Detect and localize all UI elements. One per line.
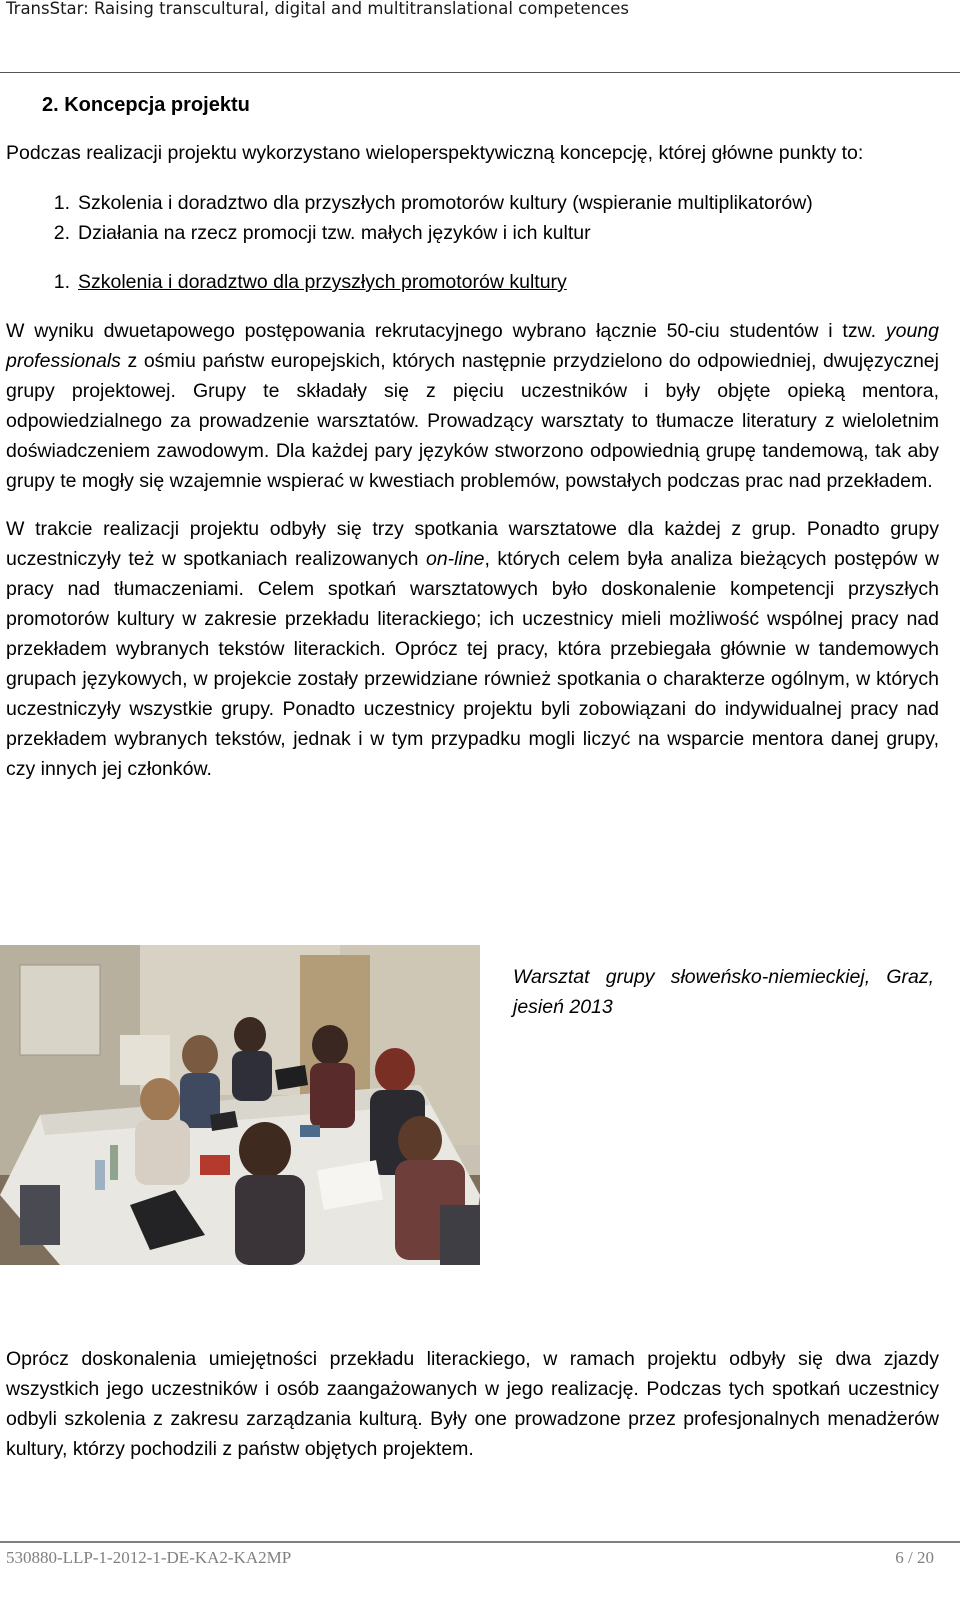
emphasis-text: young professionals	[6, 320, 939, 372]
paragraph-text: W trakcie realizacji projektu odbyły się trzy spotkania warsztatowe dla każdej z grup. Ponadto grupy uczestniczyły też w spotkaniach realizowanych	[6, 518, 939, 570]
list-item	[6, 188, 939, 218]
list-item-text: Działania na rzecz promocji tzw. małych języków i ich kultur	[78, 222, 591, 244]
concept-points-list	[6, 188, 939, 248]
footer-rule	[0, 1541, 960, 1543]
subsection-title: Szkolenia i doradztwo dla przyszłych promotorów kultury	[78, 271, 567, 293]
subsection-number: 1.	[53, 271, 70, 293]
closing-paragraph: Oprócz doskonalenia umiejętności przekładu literackiego, w ramach projektu odbyły się dwa zjazdy wszystkich jego uczestników i osób zaangażowanych w jego realizację. Podczas tych spotkań uczestnicy odbyli szkolenia z zakresu zarządzania kulturą. Były one prowadzone przez profesjonalnych menadżerów kultury, którzy pochodzili z państw objętych projektem.	[6, 1348, 939, 1460]
figure	[0, 945, 960, 1275]
section-heading: 2. Koncepcja projektu	[42, 94, 250, 116]
subsection-heading	[6, 267, 939, 297]
running-header: TransStar: Raising transcultural, digital and multitranslational competences	[6, 0, 629, 18]
header-rule	[0, 72, 960, 73]
list-item-number: 2.	[53, 222, 70, 244]
figure-caption: Warsztat grupy słoweńsko-niemieckiej, Graz, jesień 2013	[513, 966, 934, 1018]
intro-paragraph: Podczas realizacji projektu wykorzystano wieloperspektywiczną koncepcję, której główne punkty to:	[6, 142, 864, 164]
document-body	[6, 90, 939, 784]
paragraph-text: W wyniku dwuetapowego postępowania rekrutacyjnego wybrano łącznie 50-ciu studentów i tzw.	[6, 320, 886, 342]
list-item	[6, 218, 939, 248]
list-item-text: Szkolenia i doradztwo dla przyszłych promotorów kultury (wspieranie multiplikatorów)	[78, 192, 813, 214]
paragraph-text: z ośmiu państw europejskich, których następnie przydzielono do odpowiedniej, dwujęzycznej grupy projektowej. Grupy te składały się z pięciu uczestników i były objęte opieką mentora, odpowiedzialnego za prowadzenie warsztatów. Prowadzący warsztaty to tłumacze literatury z wieloletnim doświadczeniem zawodowym. Dla każdej pary języków stworzono odpowiednią grupę tandemową, tak aby grupy te mogły się wzajemnie wspierać w kwestiach problemów, powstałych podczas prac nad przekładem.	[6, 350, 939, 492]
emphasis-text: on-line	[425, 548, 485, 570]
workshop-photo	[0, 945, 480, 1265]
paragraph-workshops	[6, 514, 939, 784]
paragraph-recruitment	[6, 316, 939, 496]
list-item-number: 1.	[53, 192, 70, 214]
project-code: 530880-LLP-1-2012-1-DE-KA2-KA2MP	[6, 1548, 292, 1567]
page-number: 6 / 20	[895, 1548, 934, 1567]
paragraph-text: , których celem była analiza bieżących postępów w pracy nad tłumaczeniami. Celem spotkań warsztatowych było doskonalenie kompetencji przyszłych promotorów kultury w zakresie przekładu literackiego; ich uczestnicy mieli możliwość wspólnej pracy nad przekładem wybranych tekstów literackich. Oprócz tej pracy, która przebiegała głównie w tandemowych grupach językowych, w projekcie zostały przewidziane również spotkania o charakterze ogólnym, w których uczestniczyły wszystkie grupy. Ponadto uczestnicy projektu byli zobowiązani do indywidualnej pracy nad przekładem wybranych tekstów, jednak i w tym przypadku mogli liczyć na wsparcie mentora danej grupy, czy innych jej członków.	[6, 548, 939, 780]
